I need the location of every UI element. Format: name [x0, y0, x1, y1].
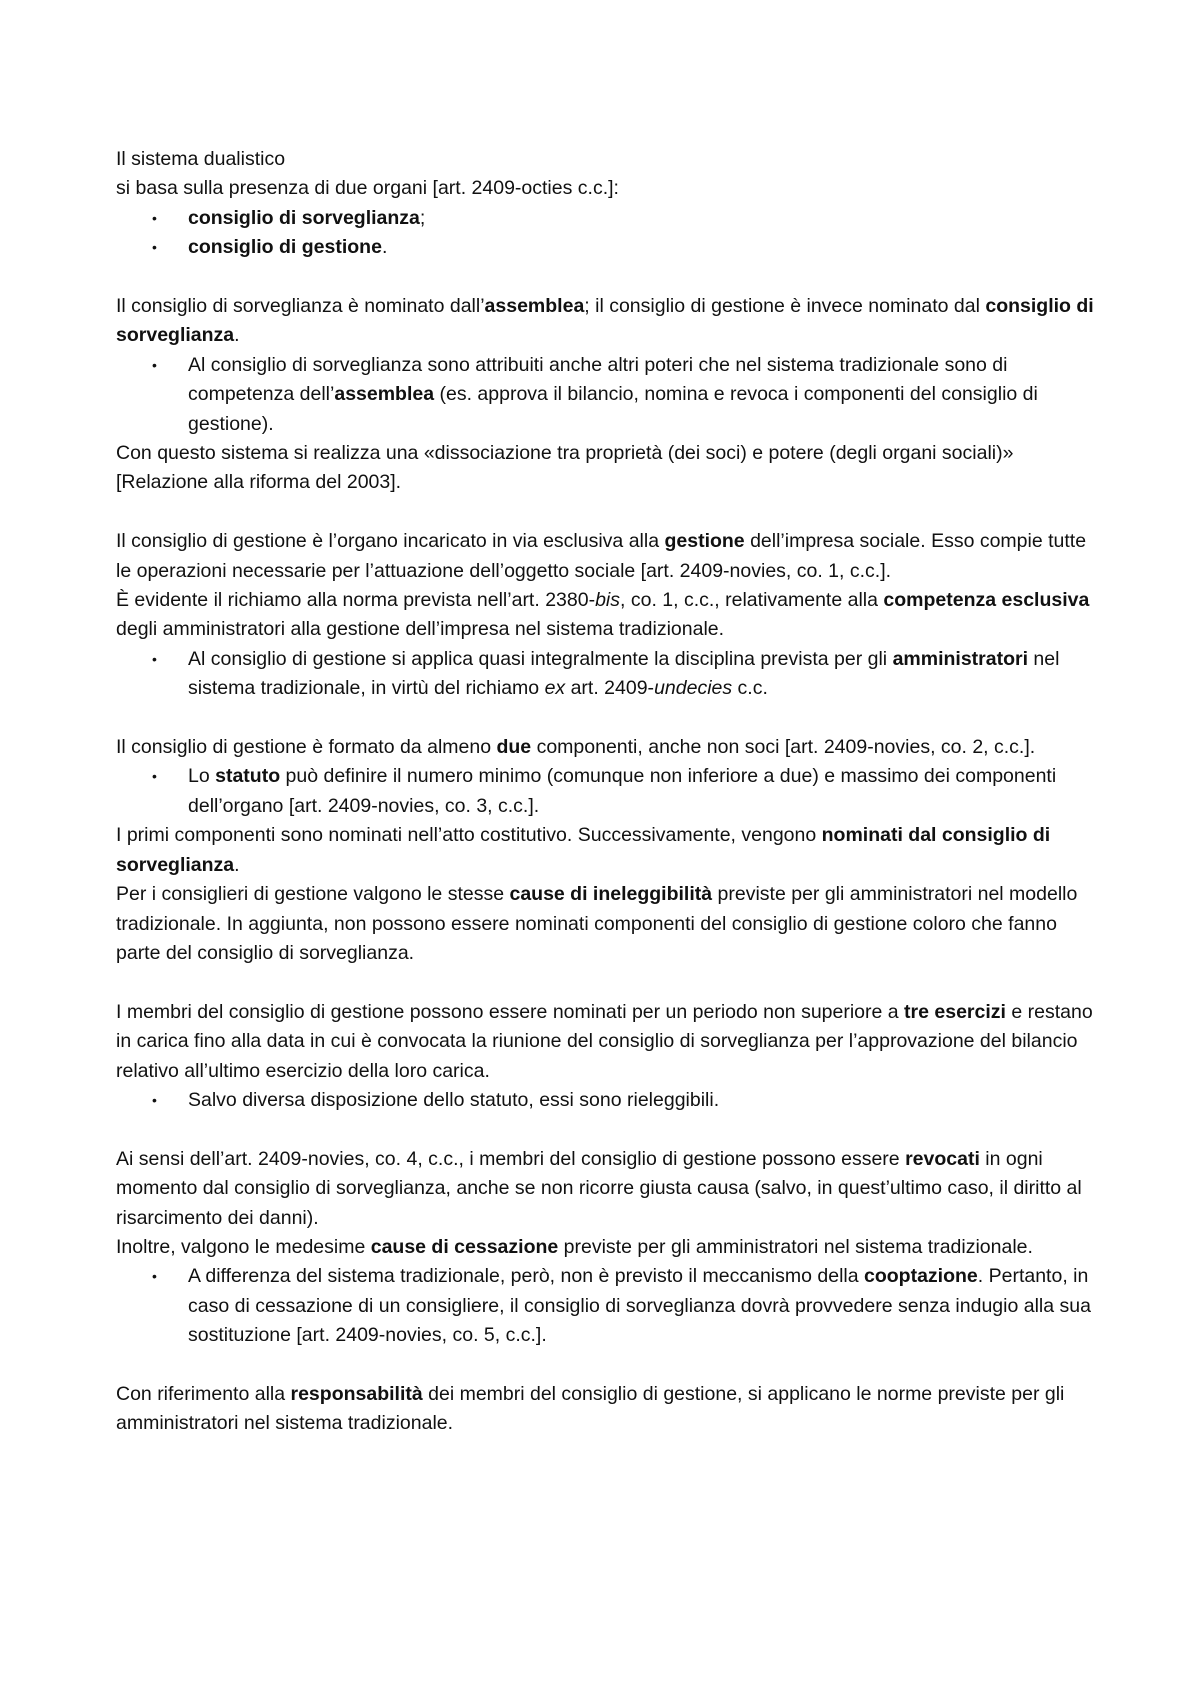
- paragraph-durata: I membri del consiglio di gestione possono essere nominati per un periodo non superiore a tre esercizi e restano in carica fino alla data in cui è convocata la riunione del consiglio di sorveglianza per l’approvazione del bilancio relativo all’ultimo esercizio della loro carica.: [116, 1000, 1093, 1082]
- bullet-icon: •: [152, 1268, 157, 1285]
- list-item: • Lo statuto può definire il numero minimo (comunque non inferiore a due) e massimo dei componenti dell’organo [art. 2409-novies, co. 3, c.c.].: [188, 762, 1096, 821]
- paragraph-composizione: Il consiglio di gestione è formato da almeno due componenti, anche non soci [art. 2409-novies, co. 2, c.c.].: [116, 736, 1036, 759]
- rieleggibili-list: [116, 1086, 1096, 1115]
- bullet-icon: •: [152, 1091, 157, 1108]
- list-item: • consiglio di gestione.: [188, 233, 1096, 262]
- paragraph-intro: si basa sulla presenza di due organi [art. 2409-octies c.c.]:: [116, 177, 619, 200]
- bullet-icon: •: [152, 356, 157, 373]
- list-item: • consiglio di sorveglianza;: [188, 204, 1096, 233]
- list-item: • A differenza del sistema tradizionale, però, non è previsto il meccanismo della cooptazione. Pertanto, in caso di cessazione di un consigliere, il consiglio di sorveglianza dovrà provvedere senza indugio alla sua sostituzione [art. 2409-novies, co. 5, c.c.].: [188, 1262, 1096, 1350]
- paragraph-revoca: Ai sensi dell’art. 2409-novies, co. 4, c.c., i membri del consiglio di gestione possono essere revocati in ogni momento dal consiglio di sorveglianza, anche se non ricorre giusta causa (salvo, in quest’ultimo caso, il diritto al risarcimento dei danni).: [116, 1147, 1082, 1229]
- bullet-icon: •: [152, 768, 157, 785]
- paragraph-nomina: Il consiglio di sorveglianza è nominato dall’assemblea; il consiglio di gestione è invece nominato dal consiglio di sorveglianza.: [116, 295, 1094, 347]
- paragraph-gestione: Il consiglio di gestione è l’organo incaricato in via esclusiva alla gestione dell’impresa sociale. Esso compie tutte le operazioni necessarie per l’attuazione dell’oggetto sociale [art. 2409-novies, co. 1, c.c.].: [116, 530, 1087, 582]
- bullet-icon: •: [152, 239, 157, 256]
- organs-list: [116, 204, 1096, 263]
- cooptazione-list: [116, 1262, 1096, 1350]
- list-item: • Salvo diversa disposizione dello statuto, essi sono rieleggibili.: [188, 1086, 1096, 1115]
- poteri-list: [116, 351, 1096, 439]
- document-page: [116, 145, 1096, 1439]
- paragraph-primi-componenti: I primi componenti sono nominati nell’atto costitutivo. Successivamente, vengono nominati dal consiglio di sorveglianza.: [116, 824, 1051, 876]
- bullet-icon: •: [152, 209, 157, 226]
- disciplina-list: [116, 645, 1096, 704]
- bullet-icon: •: [152, 650, 157, 667]
- list-item: • Al consiglio di sorveglianza sono attribuiti anche altri poteri che nel sistema tradizionale sono di competenza dell’assemblea (es. approva il bilancio, nomina e revoca i componenti del consiglio di gestione).: [188, 351, 1096, 439]
- paragraph-cessazione: Inoltre, valgono le medesime cause di cessazione previste per gli amministratori nel sistema tradizionale.: [116, 1235, 1033, 1258]
- document-title: Il sistema dualistico: [116, 148, 286, 170]
- statuto-list: [116, 762, 1096, 821]
- paragraph-ineleggibilita: Per i consiglieri di gestione valgono le stesse cause di ineleggibilità previste per gli amministratori nel modello tradizionale. In aggiunta, non possono essere nominati componenti del consiglio di gestione coloro che fanno parte del consiglio di sorveglianza.: [116, 883, 1078, 964]
- paragraph-responsabilita: Con riferimento alla responsabilità dei membri del consiglio di gestione, si applicano le norme previste per gli amministratori nel sistema tradizionale.: [116, 1382, 1065, 1435]
- list-item: • Al consiglio di gestione si applica quasi integralmente la disciplina prevista per gli amministratori nel sistema tradizionale, in virtù del richiamo ex art. 2409-undecies c.c.: [188, 645, 1096, 704]
- paragraph-dissociazione: Con questo sistema si realizza una «dissociazione tra proprietà (dei soci) e potere (degli organi sociali)» [Relazione alla riforma del 2003].: [116, 442, 1014, 494]
- paragraph-richiamo: È evidente il richiamo alla norma prevista nell’art. 2380-bis, co. 1, c.c., relativamente alla competenza esclusiva degli amministratori alla gestione dell’impresa nel sistema tradizionale.: [116, 589, 1090, 641]
